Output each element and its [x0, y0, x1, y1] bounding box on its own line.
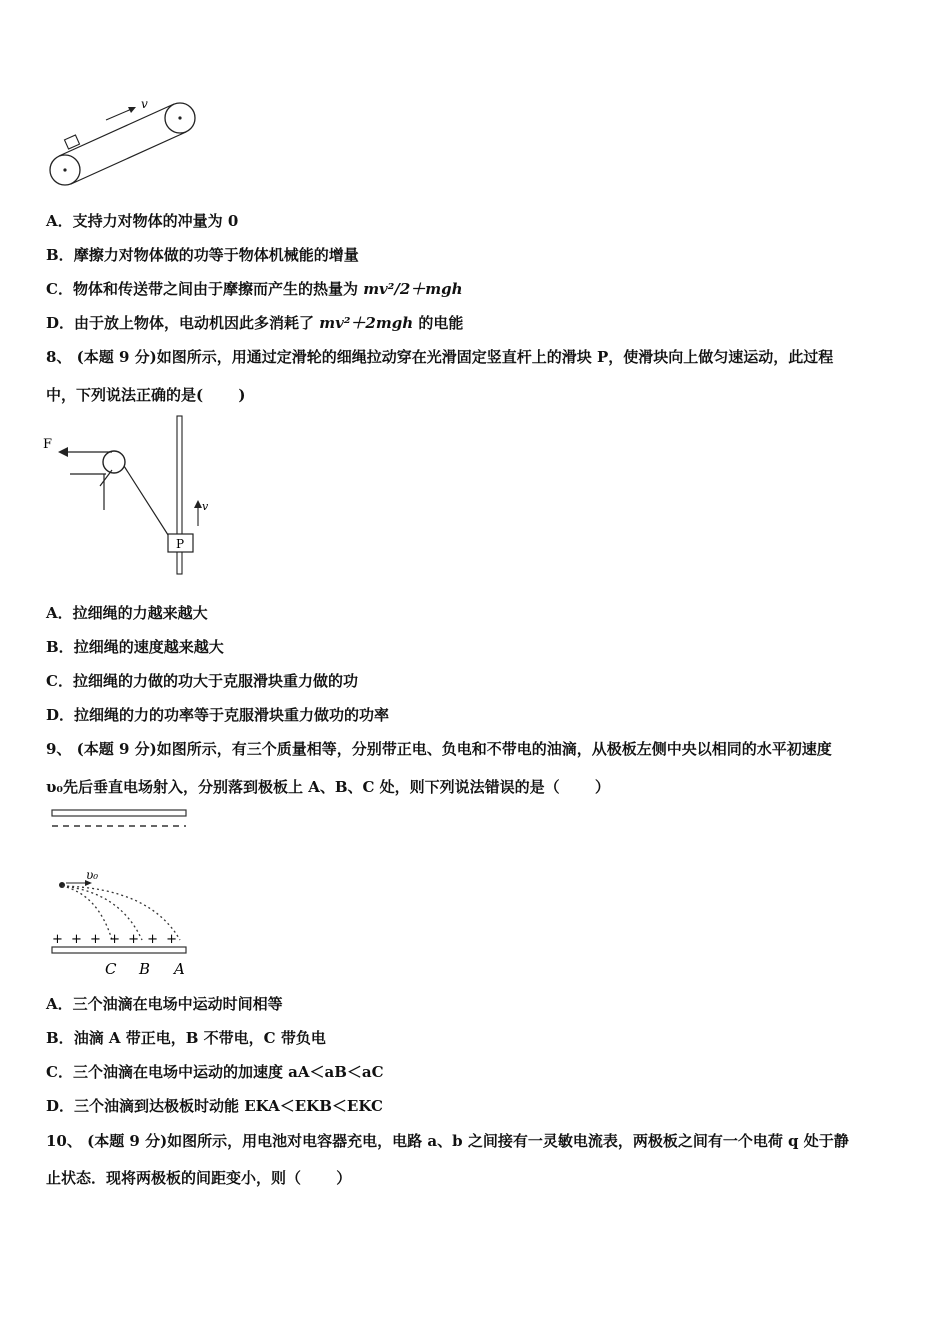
velocity-label: v [141, 97, 148, 111]
label-c: C [105, 960, 117, 978]
force-label: F [43, 437, 53, 452]
oil-drop-plates-figure [46, 804, 196, 980]
slider-velocity-label: v [202, 500, 209, 513]
q9-stem-line-1: 9、 (本题 9 分)如图所示，有三个质量相等，分别带正电、负电和不带电的油滴，从极板左侧中央以相同的水平初速度 [46, 740, 832, 758]
q9-stem-line-2: υ₀先后垂直电场射入，分别落到极板上 A、B、C 处，则下列说法错误的是（ ） [46, 778, 610, 796]
initial-velocity-label: υ₀ [86, 868, 99, 882]
conveyor-belt-figure [44, 94, 204, 190]
label-b: B [139, 960, 151, 978]
q10-stem-line-2: 止状态．现将两极板的间距变小，则（ ） [46, 1169, 352, 1187]
q8-stem-line-1: 8、 (本题 9 分)如图所示，用通过定滑轮的细绳拉动穿在光滑固定竖直杆上的滑块 P，使滑块向上做匀速运动，此过程 [46, 348, 834, 366]
upper-plate [52, 810, 186, 816]
q9-option-d: D．三个油滴到达极板时动能 EKA＜EKB＜EKC [46, 1097, 383, 1115]
q8-stem-line-2: 中，下列说法正确的是( ) [46, 386, 246, 404]
fixed-pulley [103, 451, 125, 473]
block-on-belt [64, 135, 79, 149]
drop-source [59, 882, 65, 888]
pulley-slider-figure [40, 414, 230, 578]
q10-stem-line-1: 10、 (本题 9 分)如图所示，用电池对电容器充电，电路 a、b 之间接有一灵敏电流表，两极板之间有一个电荷 q 处于静 [46, 1132, 849, 1150]
label-a: A [174, 960, 185, 978]
plus-signs: + + + + + + + [52, 932, 180, 947]
q8-option-b: B．拉细绳的速度越来越大 [46, 638, 224, 656]
q8-option-c: C．拉细绳的力做的功大于克服滑块重力做的功 [46, 672, 358, 690]
q7-option-c: C．物体和传送带之间由于摩擦而产生的热量为 mv²/2＋mgh [46, 280, 463, 298]
lower-plate [52, 947, 186, 953]
q7-option-b: B．摩擦力对物体做的功等于物体机械能的增量 [46, 246, 359, 264]
q9-option-a: A．三个油滴在电场中运动时间相等 [46, 995, 283, 1013]
slider-label: P [176, 537, 185, 551]
q7-option-a: A．支持力对物体的冲量为 0 [46, 212, 239, 230]
q7-option-d: D．由于放上物体，电动机因此多消耗了 mv²＋2mgh 的电能 [46, 314, 464, 332]
q9-option-b: B．油滴 A 带正电，B 不带电，C 带负电 [46, 1029, 326, 1047]
q8-option-d: D．拉细绳的力的功率等于克服滑块重力做功的功率 [46, 706, 390, 724]
q9-option-c: C．三个油滴在电场中运动的加速度 aA＜aB＜aC [46, 1063, 384, 1081]
q8-option-a: A．拉细绳的力越来越大 [46, 604, 208, 622]
